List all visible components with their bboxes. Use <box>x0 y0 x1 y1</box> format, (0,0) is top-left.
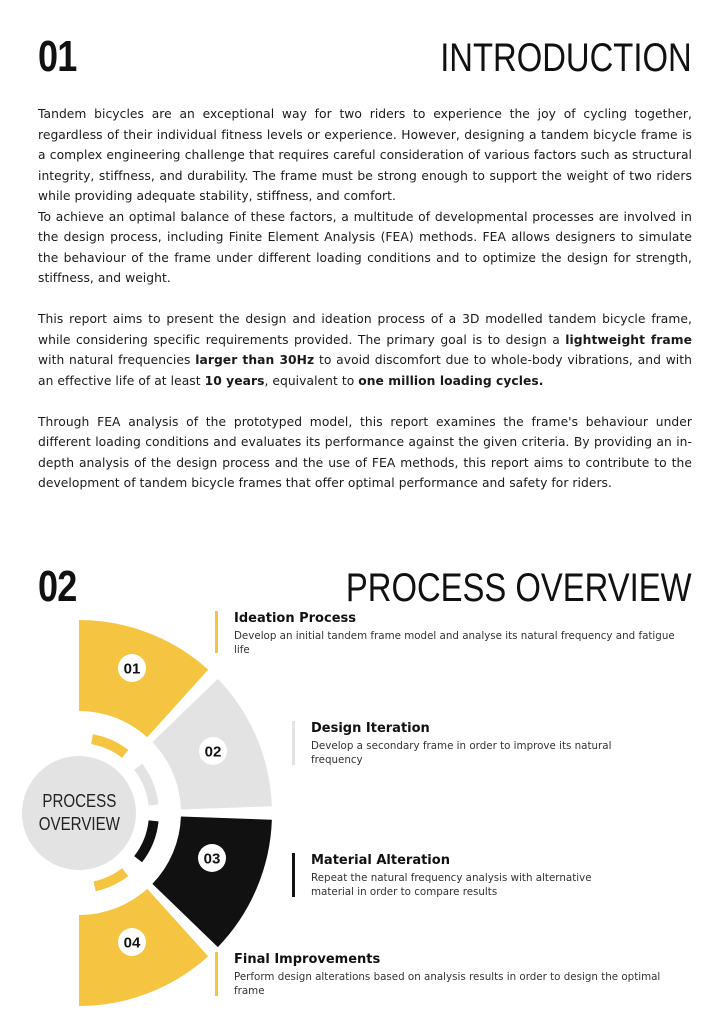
step-3-description: Repeat the natural frequency analysis with alternative material in order to compare results <box>311 872 592 898</box>
step-2-description: Develop a secondary frame in order to improve its natural frequency <box>311 740 612 766</box>
step-4 <box>215 952 685 998</box>
step-2-title: Design Iteration <box>311 721 430 736</box>
step-2-accent-bar <box>292 721 295 765</box>
intro-paragraph-3 <box>38 309 692 391</box>
step-1-description: Develop an initial tandem frame model and analyse its natural frequency and fatigue life <box>234 630 675 656</box>
intro-text-run: with natural frequencies <box>38 353 196 367</box>
intro-text-run: 10 years <box>204 373 265 388</box>
intro-text-run: one million loading cycles. <box>358 373 544 388</box>
section-title-intro: INTRODUCTION <box>440 36 692 80</box>
center-label-line-1: PROCESS <box>42 791 116 811</box>
intro-text-run: This report aims to present the design and ideation process of a 3D modelled tandem bicycle frame, while considering specific requirements provided. The primary goal is to design a <box>38 312 692 347</box>
step-4-description: Perform design alterations based on analysis results in order to design the optimal frame <box>234 971 661 997</box>
step-1-accent-bar <box>215 611 218 653</box>
step-4-accent-bar <box>215 952 218 996</box>
step-3-accent-bar <box>292 853 295 897</box>
inner-arc-3 <box>134 820 158 862</box>
step-3-title: Material Alteration <box>311 853 450 868</box>
intro-text-run: Tandem bicycles are an exceptional way for two riders to experience the joy of cycling together, regardless of their individual fitness levels or experience. However, designing a tandem bicycle frame is a complex engineering challenge that requires careful consideration of various factors such as structural integrity, stiffness, and durability. The frame must be strong enough to support the weight of two riders while providing adequate stability, stiffness, and comfort. <box>38 107 692 203</box>
inner-arc-1 <box>91 734 128 758</box>
step-1-title: Ideation Process <box>234 611 356 626</box>
intro-body <box>38 104 692 494</box>
center-label <box>22 756 136 870</box>
step-badge-number-1: 01 <box>123 660 141 678</box>
step-badge-number-2: 02 <box>204 743 222 761</box>
step-4-title: Final Improvements <box>234 952 381 967</box>
section-title-process: PROCESS OVERVIEW <box>346 566 692 610</box>
intro-text-run: To achieve an optimal balance of these factors, a multitude of developmental processes are involved in the design process, including Finite Element Analysis (FEA) methods. FEA allows designers to simulate the behaviour of the frame under different loading conditions and to optimize the design for strength, stiffness, and weight. <box>38 209 692 285</box>
intro-text-run: larger than 30Hz <box>195 353 315 367</box>
intro-paragraph-1 <box>38 104 692 207</box>
intro-paragraph-4 <box>38 412 692 494</box>
step-2 <box>292 721 672 767</box>
inner-arc-2 <box>134 764 158 806</box>
step-badge-number-3: 03 <box>203 850 221 868</box>
intro-paragraph-2 <box>38 207 692 289</box>
step-badge-number-4: 04 <box>123 934 141 952</box>
section-number-intro: 01 <box>38 32 77 81</box>
step-3 <box>292 853 672 899</box>
center-label-line-2: OVERVIEW <box>38 814 120 834</box>
inner-arc-4 <box>94 868 129 891</box>
section-number-process: 02 <box>38 562 77 611</box>
step-1 <box>215 611 685 657</box>
intro-text-run: to avoid discomfort due to whole-body vibrations, and with an effective life of at least <box>38 353 692 388</box>
intro-text-run: Through FEA analysis of the prototyped model, this report examines the frame's behaviour under different loading conditions and evaluates its performance against the given criteria. By providing an in-depth analysis of the design process and the use of FEA methods, this report aims to contribute to the development of tandem bicycle frames that offer optimal performance and safety for riders. <box>38 414 692 490</box>
intro-text-run: lightweight frame <box>565 332 692 347</box>
intro-text-run: , equivalent to <box>264 373 359 388</box>
